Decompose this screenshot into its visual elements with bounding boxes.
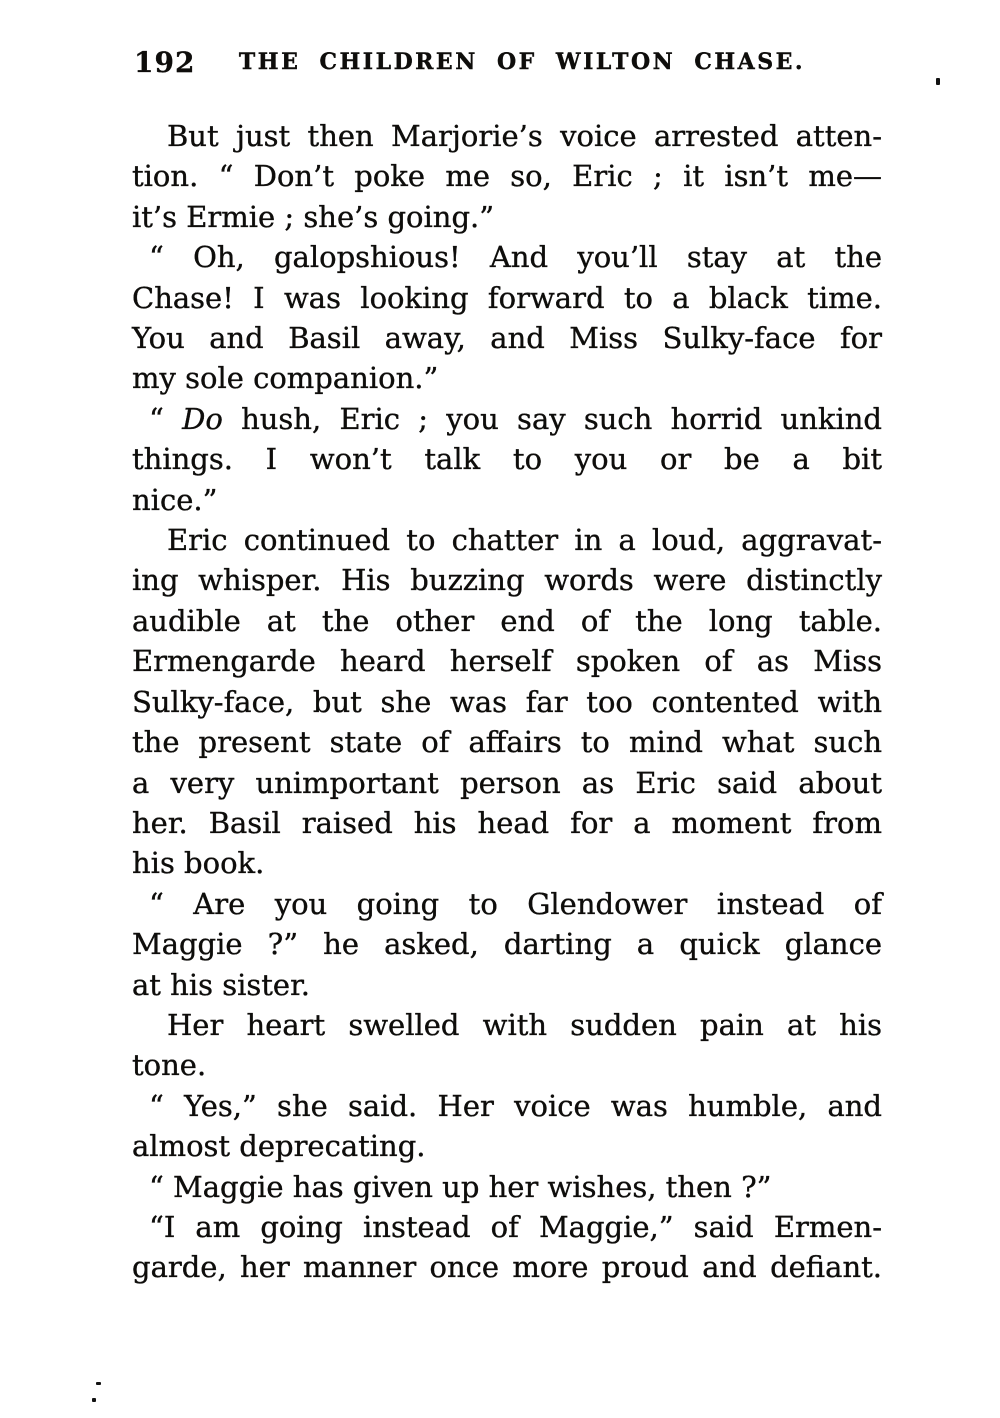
text-segment: tone. — [132, 1048, 207, 1083]
paragraph — [132, 399, 882, 520]
text-segment: his book. — [132, 846, 265, 881]
text-segment: Sulky-face, but she was far too contented with — [132, 684, 882, 719]
paragraph — [132, 237, 882, 399]
text-line — [132, 278, 882, 318]
text-line — [132, 1086, 882, 1126]
text-segment: a very unimportant person as Eric said about — [132, 765, 882, 800]
scan-speck — [92, 1398, 96, 1402]
paragraph — [132, 884, 882, 1005]
text-line — [132, 1045, 882, 1085]
text-segment: Ermengarde heard herself spoken of as Miss — [132, 644, 882, 679]
text-segment: “ Yes,” she said. Her voice was humble, and — [149, 1088, 882, 1123]
text-line — [132, 1247, 882, 1287]
text-line — [132, 1207, 882, 1247]
text-line — [132, 318, 882, 358]
text-line — [132, 237, 882, 277]
text-line — [132, 884, 882, 924]
text-segment: garde, her manner once more proud and defiant. — [132, 1250, 882, 1285]
running-title: THE CHILDREN OF WILTON CHASE. — [238, 49, 806, 75]
text-segment: “ Are you going to Glendower instead of — [149, 886, 882, 921]
text-line — [132, 924, 882, 964]
text-line — [132, 116, 882, 156]
text-segment: “ Maggie has given up her wishes, then ?” — [149, 1169, 772, 1204]
text-line — [132, 197, 882, 237]
text-segment: the present state of affairs to mind what such — [132, 725, 882, 760]
text-segment: “I am going instead of Maggie,” said Ermen- — [149, 1209, 882, 1244]
text-line — [132, 399, 882, 439]
text-line — [132, 682, 882, 722]
text-line — [132, 722, 882, 762]
text-segment: almost deprecating. — [132, 1129, 426, 1164]
text-segment: nice.” — [132, 482, 218, 517]
text-line — [132, 1167, 882, 1207]
text-line — [132, 965, 882, 1005]
paragraph — [132, 1086, 882, 1167]
scan-speck — [96, 1382, 101, 1385]
text-line — [132, 803, 882, 843]
text-segment: Maggie ?” he asked, darting a quick glance — [132, 927, 882, 962]
page-number: 192 — [134, 46, 196, 79]
text-line — [132, 156, 882, 196]
page-body — [132, 116, 882, 1288]
text-line — [132, 763, 882, 803]
text-segment: it’s Ermie ; she’s going.” — [132, 199, 495, 234]
text-segment: at his sister. — [132, 967, 310, 1002]
text-line — [132, 560, 882, 600]
text-segment: You and Basil away, and Miss Sulky-face for — [132, 321, 882, 356]
paragraph — [132, 1005, 882, 1086]
text-segment: Her heart swelled with sudden pain at his — [167, 1007, 882, 1042]
text-segment: “ Oh, galopshious! And you’ll stay at the — [149, 240, 882, 275]
text-line — [132, 480, 882, 520]
scan-speck — [936, 78, 940, 85]
text-line — [132, 641, 882, 681]
text-segment: audible at the other end of the long table. — [132, 603, 882, 638]
text-segment: things. I won’t talk to you or be a bit — [132, 442, 882, 477]
text-segment: my sole companion.” — [132, 361, 439, 396]
text-segment: ing whisper. His buzzing words were distinctly — [132, 563, 882, 598]
paragraph — [132, 116, 882, 237]
text-line — [132, 358, 882, 398]
text-line — [132, 439, 882, 479]
text-segment: tion. “ Don’t poke me so, Eric ; it isn’t me— — [132, 159, 882, 194]
text-line — [132, 1005, 882, 1045]
text-line — [132, 601, 882, 641]
text-segment: But just then Marjorie’s voice arrested atten- — [167, 119, 882, 153]
text-line — [132, 843, 882, 883]
text-segment: hush, Eric ; you say such horrid unkind — [222, 401, 883, 436]
text-segment: her. Basil raised his head for a moment from — [132, 805, 882, 840]
text-segment: Chase! I was looking forward to a black time. — [132, 280, 882, 315]
text-line — [132, 520, 882, 560]
page-header — [132, 46, 882, 82]
italic-text: Do — [182, 401, 223, 436]
paragraph — [132, 520, 882, 884]
paragraph — [132, 1207, 882, 1288]
text-segment: “ — [149, 401, 183, 436]
text-line — [132, 1126, 882, 1166]
text-segment: Eric continued to chatter in a loud, aggravat- — [167, 523, 882, 558]
paragraph — [132, 1167, 882, 1207]
